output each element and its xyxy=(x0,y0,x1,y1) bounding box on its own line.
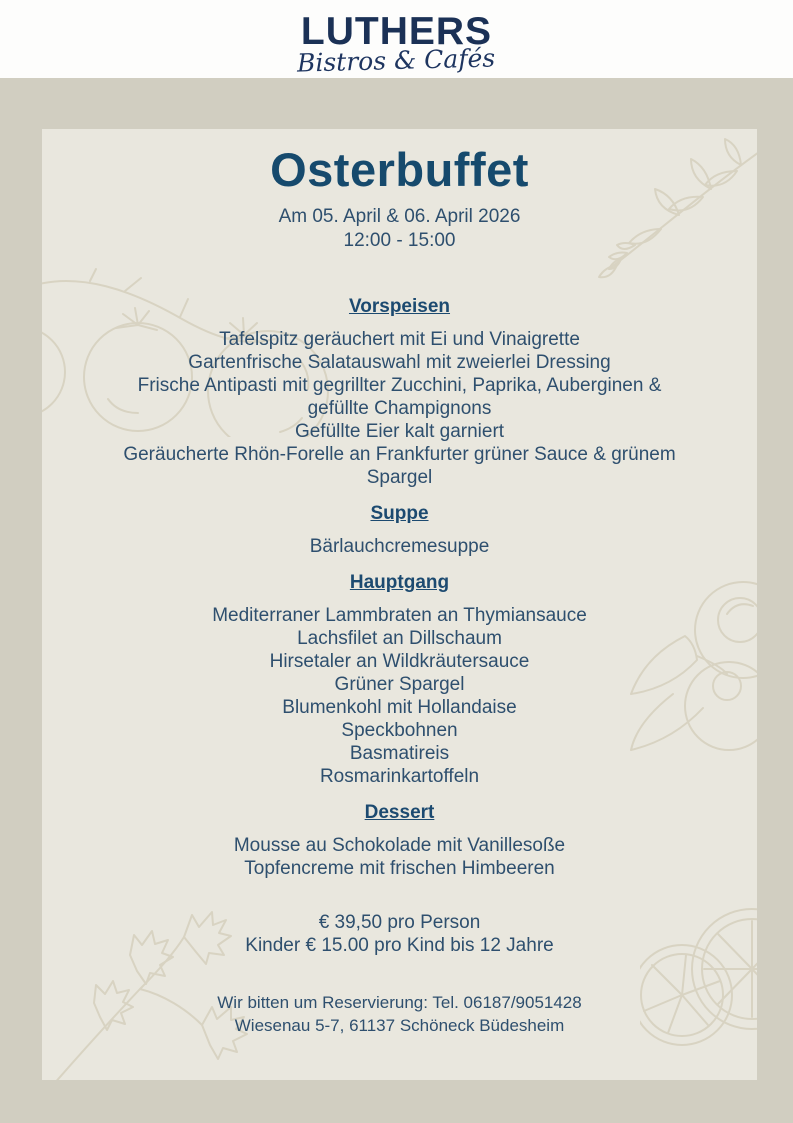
menu-panel xyxy=(42,129,757,1080)
section-heading-suppe: Suppe xyxy=(370,503,429,524)
footer-block xyxy=(42,991,757,1037)
menu-time: 12:00 - 15:00 xyxy=(343,230,456,251)
menu-item: Topfencreme mit frischen Himbeeren xyxy=(244,858,555,879)
menu-item: Hirsetaler an Wildkräutersauce xyxy=(269,651,530,672)
menu-item: Gefüllte Eier kalt garniert xyxy=(294,421,505,442)
logo-band xyxy=(0,0,793,78)
menu-item: Mediterraner Lammbraten an Thymiansauce xyxy=(212,605,587,626)
address: Wiesenau 5-7, 61137 Schöneck Büdesheim xyxy=(234,1016,565,1035)
menu-item: Geräucherte Rhön-Forelle an Frankfurter grüner Sauce & grünem Spargel xyxy=(123,444,676,488)
menu-title: Osterbuffet xyxy=(270,143,529,196)
menu-item: Grüner Spargel xyxy=(334,674,465,695)
section-heading-vorspeisen: Vorspeisen xyxy=(348,296,451,317)
section-hauptgang xyxy=(42,571,757,788)
menu-item: Frische Antipasti mit gegrillter Zucchini, Paprika, Auberginen & gefüllte Champignons xyxy=(137,375,662,419)
menu-item: Basmatireis xyxy=(349,743,450,764)
menu-item: Mousse au Schokolade mit Vanillesoße xyxy=(233,835,566,856)
reservation-phone: Wir bitten um Reservierung: Tel. 06187/9051428 xyxy=(217,993,582,1012)
section-suppe xyxy=(42,502,757,558)
section-items xyxy=(42,328,757,489)
menu-content xyxy=(42,129,757,1037)
section-dessert xyxy=(42,801,757,880)
menu-item: Gartenfrische Salatauswahl mit zweierlei Dressing xyxy=(188,352,611,373)
section-vorspeisen xyxy=(42,295,757,489)
menu-item: Rosmarinkartoffeln xyxy=(319,766,480,787)
pricing-block xyxy=(42,911,757,957)
section-heading-hauptgang: Hauptgang xyxy=(349,572,450,593)
logo-tagline: Bistros & Cafés xyxy=(297,43,496,78)
menu-item: Bärlauchcremesuppe xyxy=(309,536,490,557)
menu-item: Speckbohnen xyxy=(341,720,458,741)
section-heading-dessert: Dessert xyxy=(364,802,435,823)
section-items xyxy=(42,834,757,880)
menu-item: Blumenkohl mit Hollandaise xyxy=(282,697,517,718)
price-children: Kinder € 15.00 pro Kind bis 12 Jahre xyxy=(245,935,554,956)
menu-date: Am 05. April & 06. April 2026 xyxy=(278,206,521,227)
menu-item: Tafelspitz geräuchert mit Ei und Vinaigrette xyxy=(219,329,580,350)
logo-luthers: LUTHERS xyxy=(300,10,493,53)
section-items xyxy=(42,535,757,558)
menu-item: Lachsfilet an Dillschaum xyxy=(297,628,502,649)
section-items xyxy=(42,604,757,788)
price-per-person: € 39,50 pro Person xyxy=(318,912,481,933)
